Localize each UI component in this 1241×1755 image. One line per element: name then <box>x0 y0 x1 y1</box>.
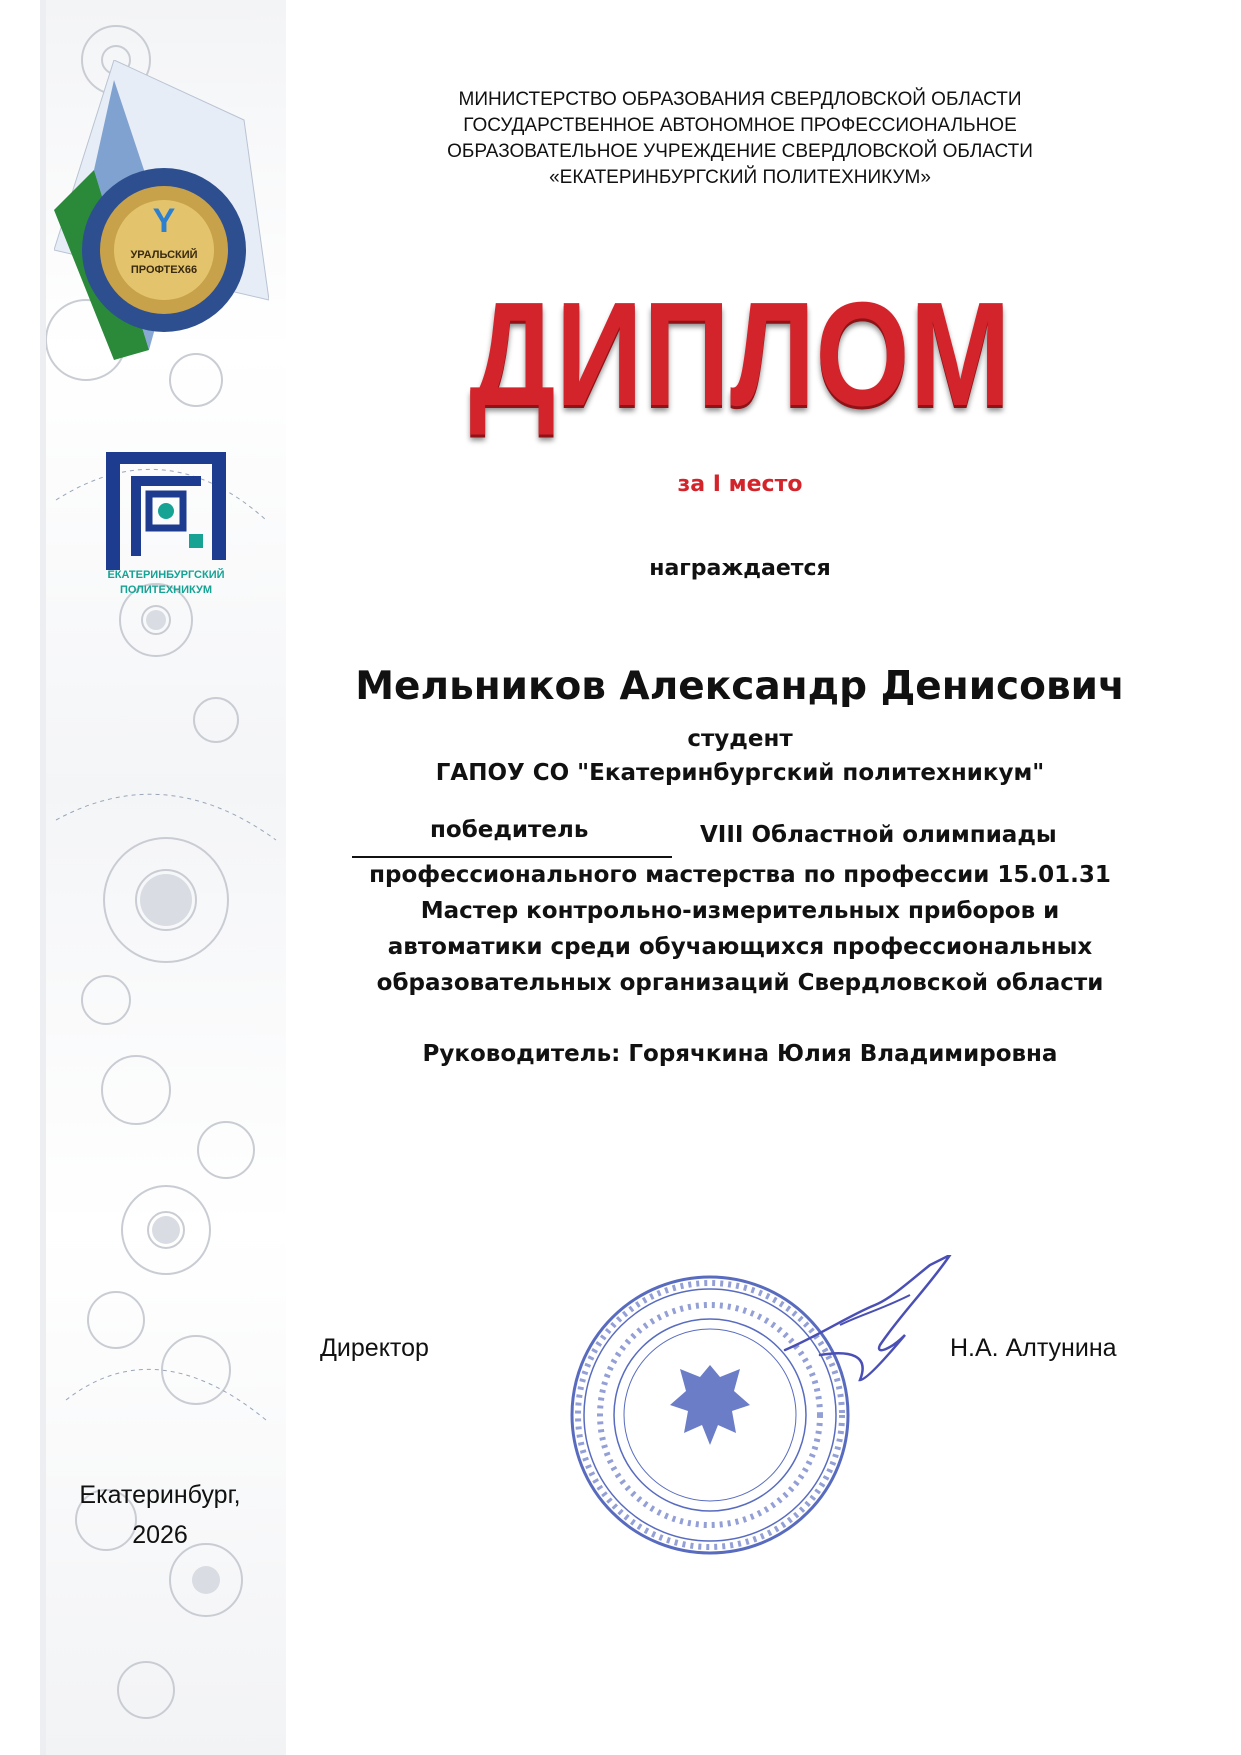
diploma-title: ДИПЛОМ <box>469 272 1011 437</box>
achievement-line-1: VIII Областной олимпиады <box>700 822 1057 848</box>
polytechnikum-logo <box>101 450 251 600</box>
city: Екатеринбург, <box>79 1481 241 1509</box>
uralsky-line2: ПРОФТЕХ66 <box>130 264 198 276</box>
achievement-line-3: Мастер контрольно-измерительных приборов и <box>420 898 1060 924</box>
recipient-name: Мельников Александр Денисович <box>355 664 1125 709</box>
polytech-line2: ПОЛИТЕХНИКУМ <box>119 584 213 596</box>
recipient-role: студент <box>687 726 793 752</box>
director-signature <box>780 1255 960 1385</box>
header-ministry: МИНИСТЕРСТВО ОБРАЗОВАНИЯ СВЕРДЛОВСКОЙ ОБЛАСТИ <box>458 89 1022 110</box>
achievement-line-5: образовательных организаций Свердловской области <box>376 970 1104 996</box>
city-year <box>44 1475 276 1555</box>
director-name: Н.А. Алтунина <box>950 1334 1117 1362</box>
recipient-organization: ГАПОУ СО "Екатеринбургский политехникум" <box>435 760 1045 786</box>
achievement-status: победитель <box>430 817 589 843</box>
place-label: за I место <box>677 472 803 497</box>
achievement-line-2: профессионального мастерства по профессии 15.01.31 <box>369 862 1111 888</box>
uralsky-line1: УРАЛЬСКИЙ <box>130 249 198 261</box>
header-institution-2: ОБРАЗОВАТЕЛЬНОЕ УЧРЕЖДЕНИЕ СВЕРДЛОВСКОЙ ОБЛАСТИ <box>447 141 1033 162</box>
uralsky-proftech-logo <box>54 60 269 360</box>
header-institution-1: ГОСУДАРСТВЕННОЕ АВТОНОМНОЕ ПРОФЕССИОНАЛЬНОЕ <box>463 115 1017 136</box>
achievement-line-4: автоматики среди обучающихся профессиональных <box>387 934 1093 960</box>
year: 2026 <box>132 1521 188 1549</box>
polytech-line1: ЕКАТЕРИНБУРГСКИЙ <box>107 569 225 581</box>
header-institution-3: «ЕКАТЕРИНБУРГСКИЙ ПОЛИТЕХНИКУМ» <box>549 167 931 188</box>
awarded-label: награждается <box>649 556 831 581</box>
svg-text:Y: Y <box>152 202 176 240</box>
director-position: Директор <box>320 1334 429 1362</box>
supervisor: Руководитель: Горячкина Юлия Владимировна <box>422 1041 1058 1067</box>
